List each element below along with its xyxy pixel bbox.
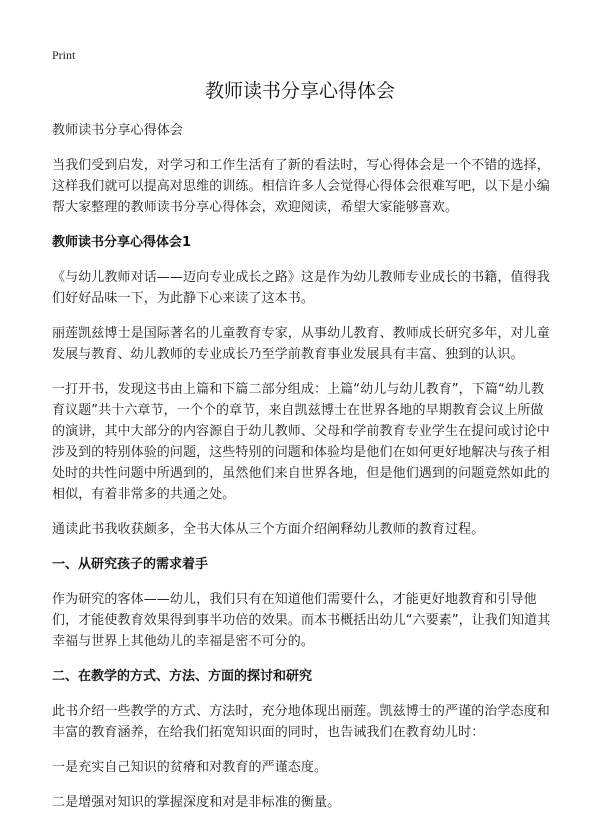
intro-paragraph: 当我们受到启发，对学习和工作生活有了新的看法时，写心得体会是一个不错的选择，这样我们就可以提高对思维的训练。相信许多人会觉得心得体会很难写吧，以下是小编帮大家整理的教师读书分享心得体会，欢迎阅读，希望大家能够喜欢。 — [52, 158, 550, 215]
paragraph-3: 一打开书，发现这书由上篇和下篇二部分组成：上篇“幼儿与幼儿教育”，下篇“幼儿教育议题”共十六章节，一个个的章节，来自凯兹博士在世界各地的早期教育会议上所做的演讲，其中大部分的内容源自于幼儿教师、父母和学前教育专业学生在提问或讨论中涉及到的特别体验的问题，这些特别的问题和体验均是他们在如何更好地解决与孩子相处时的共性问题中所遇到的，虽然他们来自世界各地，但是他们遇到的问题竟然如此的相似，有着非常多的共通之处。 — [52, 382, 550, 502]
paragraph-7: 一是充实自己知识的贫瘠和对教育的严谨态度。 — [52, 760, 328, 775]
paragraph-2: 丽莲凯兹博士是国际著名的儿童教育专家，从事幼儿教育、教师成长研究多年，对儿童发展与教育、幼儿教师的专业成长乃至学前教育事业发展具有丰富、独到的认识。 — [52, 326, 550, 362]
subheading-methods: 二、在教学的方式、方法、方面的探讨和研究 — [52, 669, 313, 684]
paragraph-8: 二是增强对知识的掌握深度和对是非标准的衡量。 — [52, 795, 341, 810]
subheading-needs: 一、从研究孩子的需求着手 — [52, 557, 209, 572]
document-body — [52, 120, 552, 827]
print-link[interactable]: Print — [52, 48, 76, 62]
section-heading-1: 教师读书分享心得体会1 — [52, 235, 192, 250]
paragraph-5: 作为研究的客体——幼儿，我们只有在知道他们需要什么，才能更好地教育和引导他们，才能使教育效果得到事半功倍的效果。而本书概括出幼儿“六要素”，让我们知道其幸福与世界上其他幼儿的幸福是密不可分的。 — [52, 592, 551, 649]
document-subtitle: 教师读书分享心得体会 — [52, 123, 184, 138]
paragraph-4: 通读此书我收获颇多，全书大体从三个方面介绍阐释幼儿教师的教育过程。 — [52, 522, 485, 537]
paragraph-1: 《与幼儿教师对话——迈向专业成长之路》这是作为幼儿教师专业成长的书籍，值得我们好好品味一下，为此静下心来读了这本书。 — [52, 270, 550, 306]
paragraph-6: 此书介绍一些教学的方式、方法时，充分地体现出丽莲。凯兹博士的严谨的治学态度和丰富的教育涵养，在给我们拓宽知识面的同时，也告诫我们在教育幼儿时： — [52, 704, 550, 740]
page-title: 教师读书分享心得体会 — [204, 80, 395, 102]
